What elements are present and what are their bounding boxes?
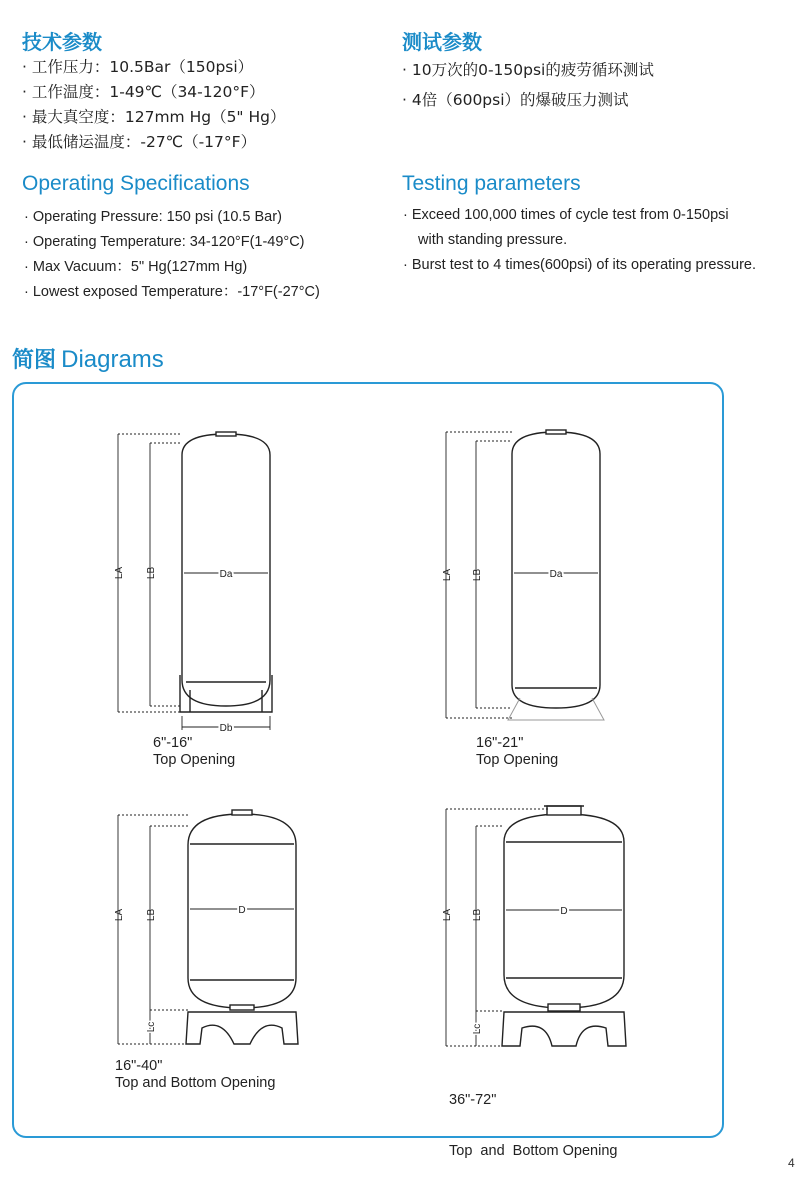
tank-6-16-drawing <box>118 432 272 730</box>
caption-opening: Top Opening <box>476 752 559 768</box>
list-item: · 工作压力：10.5Bar（150psi） <box>22 55 382 80</box>
page-number: 4 <box>788 1156 795 1170</box>
label-la: LA <box>442 908 453 922</box>
caption-opening: Top and Bottom Opening <box>449 1143 618 1159</box>
list-item: · 最大真空度：127mm Hg（5" Hg） <box>22 105 382 130</box>
caption-size: 6"-16" <box>153 735 193 751</box>
list-item: · Operating Temperature: 34-120°F(1-49°C) <box>24 230 394 255</box>
caption-opening: Top Opening <box>153 752 236 768</box>
label-lb: LB <box>146 566 157 580</box>
list-item: · Burst test to 4 times(600psi) of its operating pressure. <box>403 253 798 278</box>
label-lc: Lc <box>472 1023 483 1035</box>
label-la: LA <box>442 568 453 582</box>
list-item: · 工作温度：1-49℃（34-120°F） <box>22 80 382 105</box>
tank-36-72-drawing <box>446 806 626 1046</box>
tank-16-40-drawing <box>118 810 298 1044</box>
label-lc: Lc <box>146 1021 157 1033</box>
list-item: · 10万次的0-150psi的疲劳循环测试 <box>402 55 792 85</box>
list-item: · 4倍（600psi）的爆破压力测试 <box>402 85 792 115</box>
tech-title-en: Operating Specifications <box>22 172 250 195</box>
diagrams-title-en: Diagrams <box>61 346 164 373</box>
label-lb: LB <box>146 908 157 922</box>
caption-size: 16"-40" <box>115 1058 163 1074</box>
tank-16-21-drawing <box>446 430 604 720</box>
label-da: Da <box>549 569 563 580</box>
list-item: · Lowest exposed Temperature：-17°F(-27°C) <box>24 280 394 305</box>
label-lb: LB <box>472 908 483 922</box>
caption-tank-2 <box>476 735 558 769</box>
caption-tank-3 <box>115 1058 275 1092</box>
label-db: Db <box>219 723 233 734</box>
caption-size: 36"-72" <box>449 1092 497 1108</box>
label-la: LA <box>114 908 125 922</box>
label-lb: LB <box>472 568 483 582</box>
diagrams-title-cn: 简图 <box>12 348 57 373</box>
test-title-en: Testing parameters <box>402 172 581 195</box>
label-d: D <box>560 906 568 917</box>
list-item: · Exceed 100,000 times of cycle test from 0-150psi <box>403 203 798 228</box>
list-item: with standing pressure. <box>418 232 568 248</box>
caption-size: 16"-21" <box>476 735 524 751</box>
list-item: · Operating Pressure: 150 psi (10.5 Bar) <box>24 205 394 230</box>
tech-title-cn: 技术参数 <box>22 30 102 54</box>
list-item: · Max Vacuum：5" Hg(127mm Hg) <box>24 255 394 280</box>
caption-tank-1 <box>153 735 235 769</box>
caption-tank-4 <box>449 1058 617 1177</box>
test-title-cn: 测试参数 <box>402 30 482 54</box>
list-item: · 最低储运温度：-27℃（-17°F） <box>22 130 382 155</box>
label-la: LA <box>114 566 125 580</box>
label-da: Da <box>219 569 233 580</box>
caption-opening: Top and Bottom Opening <box>115 1075 276 1091</box>
label-d: D <box>238 905 246 916</box>
